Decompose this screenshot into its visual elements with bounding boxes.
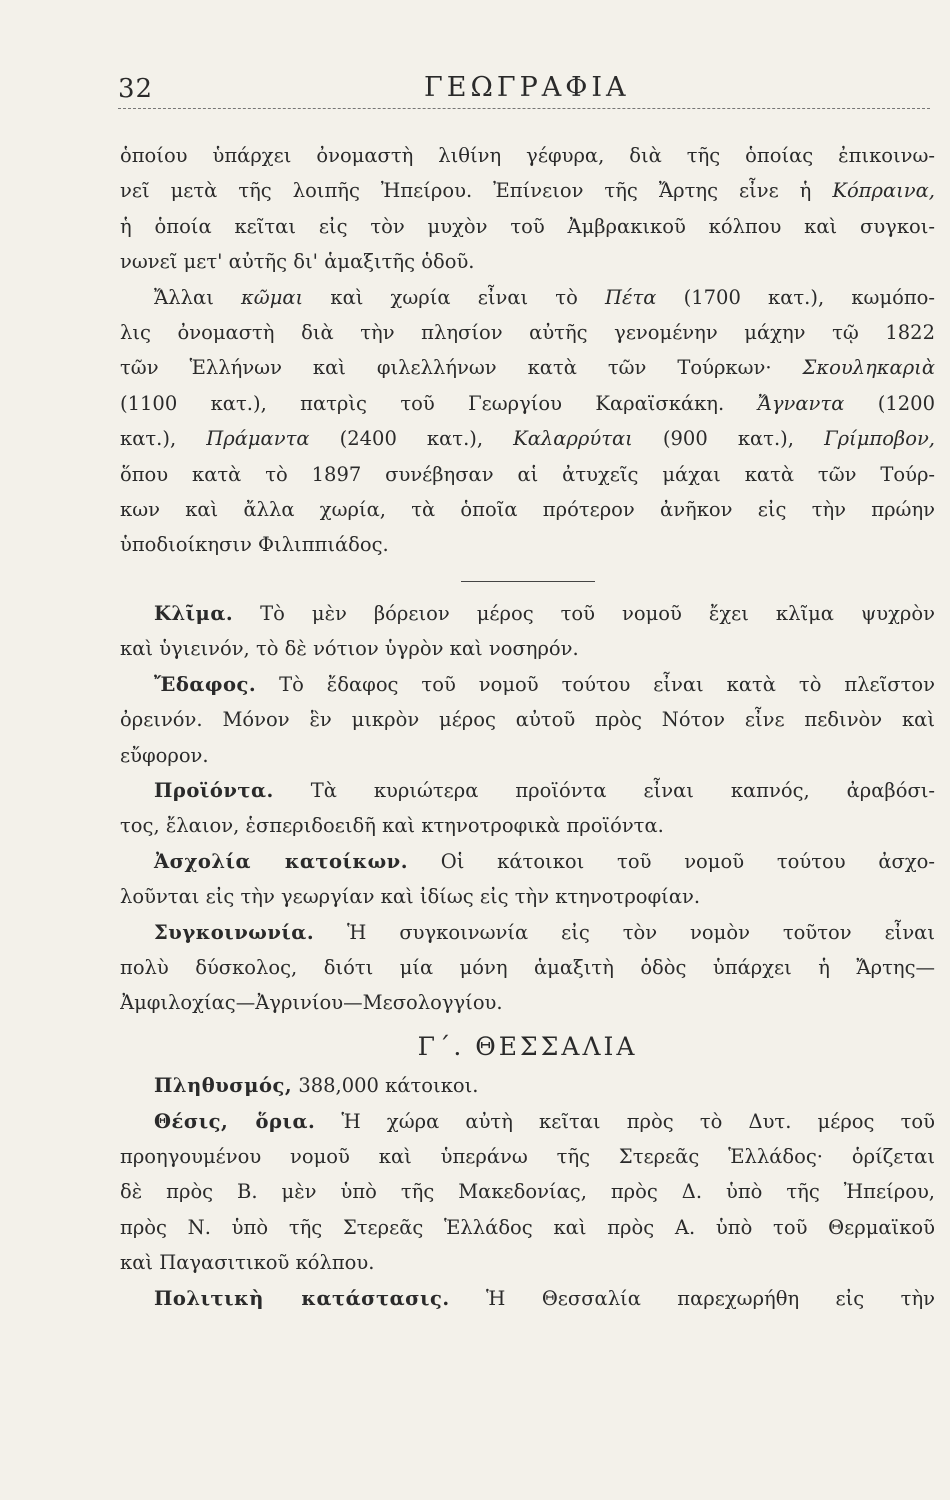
text-line: Ἄλλαι κῶμαι καὶ χωρία εἶναι τὸ Πέτα (1700 κατ.), κωμόπο- (154, 285, 935, 309)
section-run-in-heading: Κλῖμα. (154, 601, 234, 625)
text-line: καὶ Παγασιτικοῦ κόλπου. (120, 1251, 375, 1275)
section-run-in-heading: Πληθυσμός, (154, 1074, 293, 1098)
text-line: Κλῖμα. Τὸ μὲν βόρειον μέρος τοῦ νομοῦ ἔχει κλῖμα ψυχρὸν (154, 601, 935, 625)
text-line: εὔφορον. (120, 743, 209, 767)
text-line: Προϊόντα. Τὰ κυριώτερα προϊόντα εἶναι καπνός, ἀραβόσι- (154, 778, 935, 802)
page-header (118, 68, 930, 109)
text-line: τος, ἔλαιον, ἑσπεριδοειδῆ καὶ κτηνοτροφικὰ προϊόντα. (120, 814, 664, 838)
section-divider (461, 581, 595, 582)
text-line: νωνεῖ μετ' αὐτῆς δι' ἁμαξιτῆς ὁδοῦ. (120, 250, 475, 274)
section-run-in-heading: Θέσις, ὅρια. (154, 1109, 316, 1133)
text-line: ὁποίου ὑπάρχει ὀνομαστὴ λιθίνη γέφυρα, διὰ τῆς ὁποίας ἐπικοινω- (120, 144, 935, 167)
running-title: ΓΕΩΓΡΑΦΙΑ (424, 72, 630, 103)
section-heading: Γ΄. ΘΕΣΣΑΛΙΑ (417, 1031, 638, 1061)
section-run-in-heading: Ἔδαφος. (154, 672, 257, 696)
text-line: λοῦνται εἰς τὴν γεωργίαν καὶ ἰδίως εἰς τὴν κτηνοτροφίαν. (120, 885, 701, 909)
text-line: νεῖ μετὰ τῆς λοιπῆς Ἠπείρου. Ἐπίνειον τῆς Ἄρτης εἶνε ἡ Κόπραινα, (120, 179, 935, 203)
place-name: Πράμαντα (206, 427, 310, 451)
section-run-in-heading: Ἀσχολία κατοίκων. (154, 849, 408, 873)
separator-gap (120, 563, 935, 596)
text-line: Ἀμφιλοχίας—Ἀγρινίου—Μεσολογγίου. (120, 991, 503, 1015)
text-line: κων καὶ ἄλλα χωρία, τὰ ὁποῖα πρότερον ἀνῆκον εἰς τὴν πρώην (120, 498, 935, 522)
place-name: Κόπραινα, (832, 179, 935, 203)
place-name: Καλαρρύται (513, 427, 633, 451)
text-line: Πολιτικὴ κατάστασις. Ἡ Θεσσαλία παρεχωρήθη εἰς τὴν (154, 1286, 935, 1310)
text-line: Ἀσχολία κατοίκων. Οἱ κάτοικοι τοῦ νομοῦ τούτου ἀσχο- (154, 849, 935, 873)
text-line: ἡ ὁποία κεῖται εἰς τὸν μυχὸν τοῦ Ἀμβρακικοῦ κόλπου καὶ συγκοι- (120, 214, 935, 238)
text-line: (1100 κατ.), πατρὶς τοῦ Γεωργίου Καραϊσκάκη. Ἄγναντα (1200 (120, 391, 935, 415)
text-line: ὀρεινόν. Μόνον ἓν μικρὸν μέρος αὐτοῦ πρὸς Νότον εἶνε πεδινὸν καὶ (120, 708, 935, 732)
text-line: ὑποδιοίκησιν Φιλιππιάδος. (120, 533, 389, 557)
section-run-in-heading: Συγκοινωνία. (154, 920, 315, 944)
text-line: Συγκοινωνία. Ἡ συγκοινωνία εἰς τὸν νομὸν τοῦτον εἶναι (154, 920, 935, 944)
text-line: Ἔδαφος. Τὸ ἔδαφος τοῦ νομοῦ τούτου εἶναι κατὰ τὸ πλεῖστον (154, 672, 935, 696)
text-line: πολὺ δύσκολος, διότι μία μόνη ἁμαξιτὴ ὁδὸς ὑπάρχει ἡ Ἄρτης— (120, 955, 935, 979)
text-line: Θέσις, ὅρια. Ἡ χώρα αὐτὴ κεῖται πρὸς τὸ Δυτ. μέρος τοῦ (154, 1109, 935, 1133)
place-name: Σκουληκαριὰ (802, 356, 935, 380)
page-number: 32 (118, 74, 154, 104)
place-name: Πέτα (605, 285, 657, 309)
text-line: λις ὀνομαστὴ διὰ τὴν πλησίον αὐτῆς γενομένην μάχην τῷ 1822 (120, 321, 935, 345)
text-line: ὅπου κατὰ τὸ 1897 συνέβησαν αἱ ἀτυχεῖς μάχαι κατὰ τῶν Τούρ- (120, 462, 935, 486)
text-line: καὶ ὑγιεινόν, τὸ δὲ νότιον ὑγρὸν καὶ νοσηρόν. (120, 637, 579, 661)
text-line: τῶν Ἑλλήνων καὶ φιλελλήνων κατὰ τῶν Τούρκων· Σκουληκαριὰ (120, 356, 935, 380)
place-name: Ἄγναντα (757, 391, 845, 415)
text-line: δὲ πρὸς Β. μὲν ὑπὸ τῆς Μακεδονίας, πρὸς Δ. ὑπὸ τῆς Ἠπείρου, (120, 1180, 935, 1204)
text-line: Πληθυσμός, 388,000 κάτοικοι. (154, 1074, 479, 1098)
body-text (120, 138, 935, 1316)
place-name: Γρίμποβον, (824, 427, 935, 451)
text-line: προηγουμένου νομοῦ καὶ ὑπεράνω τῆς Στερεᾶς Ἑλλάδος· ὁρίζεται (120, 1144, 935, 1168)
text-line: πρὸς Ν. ὑπὸ τῆς Στερεᾶς Ἑλλάδος καὶ πρὸς Α. ὑπὸ τοῦ Θερμαϊκοῦ (120, 1215, 935, 1239)
section-run-in-heading: Προϊόντα. (154, 778, 274, 802)
text-line: κατ.), Πράμαντα (2400 κατ.), Καλαρρύται (900 κατ.), Γρίμποβον, (120, 427, 935, 451)
section-run-in-heading: Πολιτικὴ κατάστασις. (154, 1286, 450, 1310)
